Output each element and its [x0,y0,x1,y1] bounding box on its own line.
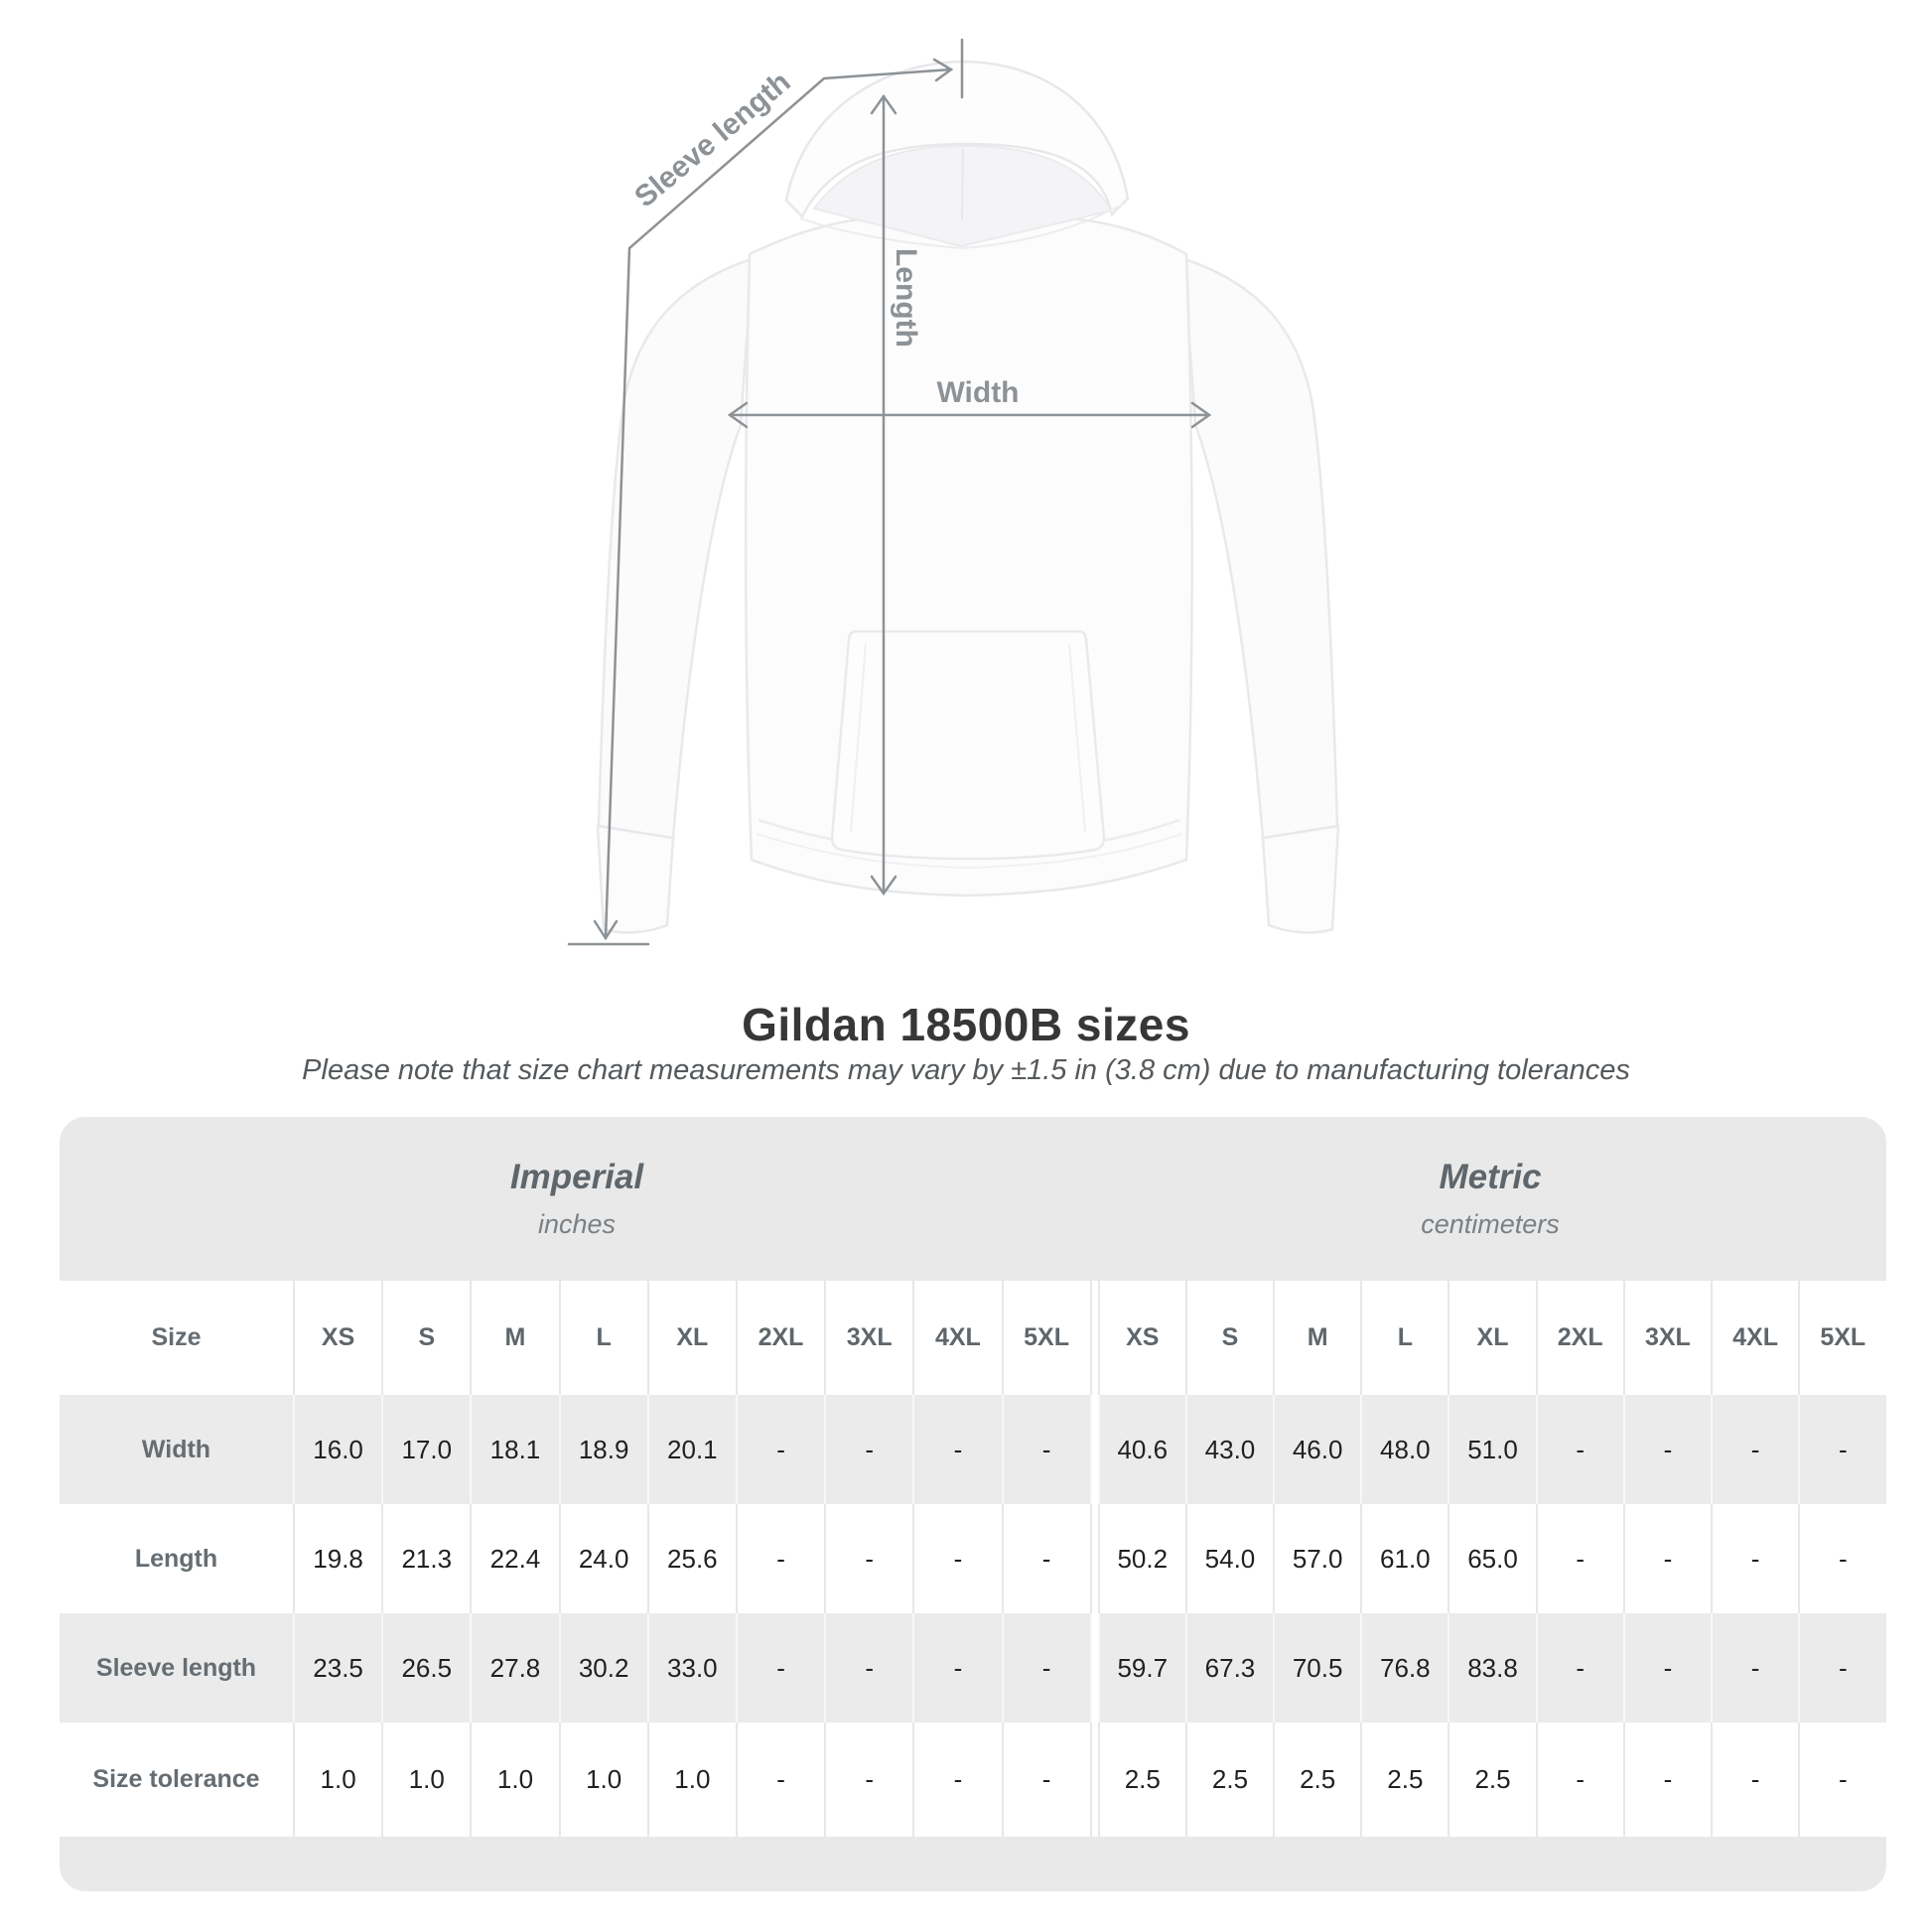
value-cell: 23.5 [293,1613,381,1723]
value-cell: 2.5 [1448,1723,1535,1837]
size-col-header: 3XL [824,1281,912,1395]
kangaroo-pocket [832,631,1104,859]
row-label: Length [134,1544,218,1573]
value-cell: 18.9 [559,1395,647,1504]
value-cell: 67.3 [1185,1613,1273,1723]
value-cell: 61.0 [1360,1504,1448,1613]
value-cell: 27.8 [470,1613,558,1723]
value-cell: - [1002,1504,1090,1613]
size-col-header: S [381,1281,470,1395]
value-cell: - [736,1504,824,1613]
table-row-width [60,1395,1886,1504]
value-cell: 2.5 [1360,1723,1448,1837]
value-cell: 59.7 [1098,1613,1185,1723]
imperial-header [60,1117,1094,1281]
value-cell: 16.0 [293,1395,381,1504]
value-cell: - [1002,1723,1090,1837]
size-col-header: 2XL [736,1281,824,1395]
unit-divider [1090,1395,1098,1504]
value-cell: - [1711,1723,1798,1837]
row-label: Width [141,1435,211,1463]
value-cell: 70.5 [1273,1613,1360,1723]
size-col-header: 4XL [1711,1281,1798,1395]
value-cell: 76.8 [1360,1613,1448,1723]
size-header: Size [151,1323,202,1351]
size-col-header: 5XL [1798,1281,1885,1395]
value-cell: - [1536,1395,1623,1504]
metric-header [1094,1117,1886,1281]
value-cell: - [824,1504,912,1613]
length-label: Length [890,248,922,347]
value-cell: - [1002,1613,1090,1723]
imperial-title: Imperial [509,1158,644,1196]
value-cell: 1.0 [559,1723,647,1837]
value-cell: 25.6 [647,1504,736,1613]
row-label: Size tolerance [92,1765,260,1793]
value-cell: 43.0 [1185,1395,1273,1504]
value-cell: - [824,1613,912,1723]
size-col-header: 2XL [1536,1281,1623,1395]
size-col-header: 4XL [912,1281,1001,1395]
size-table [60,1117,1886,1891]
value-cell: 24.0 [559,1504,647,1613]
hoodie-illustration [598,62,1338,932]
size-col-header: S [1185,1281,1273,1395]
value-cell: 1.0 [647,1723,736,1837]
value-cell: - [912,1613,1001,1723]
size-col-header: M [1273,1281,1360,1395]
value-cell: - [1536,1613,1623,1723]
value-cell: 65.0 [1448,1504,1535,1613]
value-cell: - [912,1504,1001,1613]
value-cell: - [824,1395,912,1504]
unit-divider [1090,1723,1098,1837]
size-col-header: XS [1098,1281,1185,1395]
value-cell: - [1711,1395,1798,1504]
value-cell: - [736,1723,824,1837]
value-cell: 46.0 [1273,1395,1360,1504]
size-col-header: M [470,1281,558,1395]
tolerance-note: Please note that size chart measurements may vary by ±1.5 in (3.8 cm) due to manufacturing tolerances [302,1054,1630,1086]
value-cell: 26.5 [381,1613,470,1723]
table-row-sleeve-length [60,1613,1886,1723]
row-label: Sleeve length [95,1653,257,1682]
value-cell: - [1623,1504,1711,1613]
value-cell: 17.0 [381,1395,470,1504]
value-cell: - [736,1613,824,1723]
value-cell: 18.1 [470,1395,558,1504]
value-cell: 40.6 [1098,1395,1185,1504]
sleeve-length-label: Sleeve length [628,65,797,214]
unit-divider [1090,1613,1098,1723]
imperial-unit: inches [537,1209,617,1239]
value-cell: - [736,1395,824,1504]
value-cell: 1.0 [470,1723,558,1837]
value-cell: - [1798,1395,1885,1504]
value-cell: - [1623,1395,1711,1504]
unit-system-header [60,1117,1886,1281]
table-row-size-tolerance [60,1723,1886,1837]
value-cell: 21.3 [381,1504,470,1613]
table-row-length [60,1504,1886,1613]
value-cell: - [1798,1504,1885,1613]
value-cell: 83.8 [1448,1613,1535,1723]
value-cell: - [1623,1613,1711,1723]
size-col-header: L [559,1281,647,1395]
value-cell: 20.1 [647,1395,736,1504]
right-cuff [1263,826,1338,932]
size-col-header: 3XL [1623,1281,1711,1395]
value-cell: 2.5 [1273,1723,1360,1837]
value-cell: - [1002,1395,1090,1504]
size-header-row [60,1281,1886,1395]
value-cell: 2.5 [1098,1723,1185,1837]
unit-divider [1090,1281,1098,1395]
value-cell: 1.0 [381,1723,470,1837]
value-cell: 1.0 [293,1723,381,1837]
value-cell: 22.4 [470,1504,558,1613]
value-cell: - [912,1395,1001,1504]
value-cell: 48.0 [1360,1395,1448,1504]
value-cell: - [1536,1723,1623,1837]
value-cell: - [1536,1504,1623,1613]
value-cell: - [1798,1613,1885,1723]
value-cell: - [1798,1723,1885,1837]
value-cell: 54.0 [1185,1504,1273,1613]
size-col-header: 5XL [1002,1281,1090,1395]
size-col-header: XL [1448,1281,1535,1395]
value-cell: 51.0 [1448,1395,1535,1504]
size-col-header: L [1360,1281,1448,1395]
value-cell: - [1623,1723,1711,1837]
hoodie-diagram [417,20,1469,973]
page-title: Gildan 18500B sizes [742,999,1190,1050]
width-label: Width [936,376,1020,409]
metric-title: Metric [1439,1158,1542,1196]
table-footer-strip [60,1837,1886,1891]
value-cell: 30.2 [559,1613,647,1723]
value-cell: - [824,1723,912,1837]
size-col-header: XL [647,1281,736,1395]
value-cell: - [1711,1504,1798,1613]
value-cell: 33.0 [647,1613,736,1723]
value-cell: 50.2 [1098,1504,1185,1613]
unit-divider [1090,1504,1098,1613]
value-cell: 2.5 [1185,1723,1273,1837]
value-cell: - [912,1723,1001,1837]
value-cell: - [1711,1613,1798,1723]
value-cell: 19.8 [293,1504,381,1613]
metric-unit: centimeters [1421,1209,1560,1239]
size-col-header: XS [293,1281,381,1395]
value-cell: 57.0 [1273,1504,1360,1613]
